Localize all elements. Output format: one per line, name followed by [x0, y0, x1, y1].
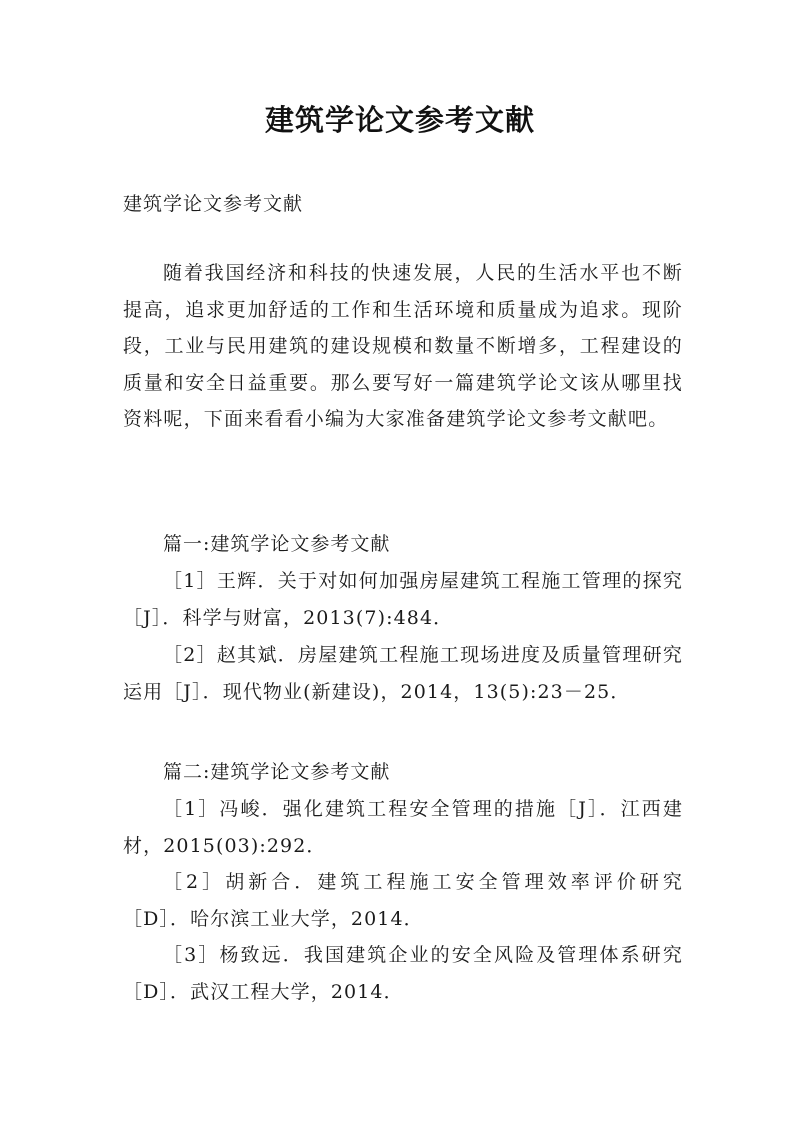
- section-heading-2: 篇二:建筑学论文参考文献: [163, 761, 391, 783]
- document-subtitle: 建筑学论文参考文献: [123, 193, 304, 215]
- reference-item: ［1］冯峻．强化建筑工程安全管理的措施［J］．江西建材，2015(03):292．: [123, 798, 683, 857]
- page-title: 建筑学论文参考文献: [264, 103, 535, 137]
- reference-item: ［2］赵其斌．房屋建筑工程施工现场进度及质量管理研究运用［J］．现代物业(新建设)，2014，13(5):23－25．: [123, 644, 683, 703]
- reference-item: ［2］胡新合．建筑工程施工安全管理效率评价研究［D］．哈尔滨工业大学，2014．: [123, 871, 683, 930]
- reference-item: ［1］王辉．关于对如何加强房屋建筑工程施工管理的探究［J］．科学与财富，2013(7):484．: [123, 570, 683, 629]
- section-heading-1: 篇一:建筑学论文参考文献: [163, 533, 391, 555]
- intro-paragraph: 随着我国经济和科技的快速发展，人民的生活水平也不断提高，追求更加舒适的工作和生活环境和质量成为追求。现阶段，工业与民用建筑的建设规模和数量不断增多，工程建设的质量和安全日益重要。那么要写好一篇建筑学论文该从哪里找资料呢，下面来看看小编为大家准备建筑学论文参考文献吧。: [123, 262, 683, 430]
- reference-item: ［3］杨致远．我国建筑企业的安全风险及管理体系研究［D］．武汉工程大学，2014．: [123, 944, 683, 1003]
